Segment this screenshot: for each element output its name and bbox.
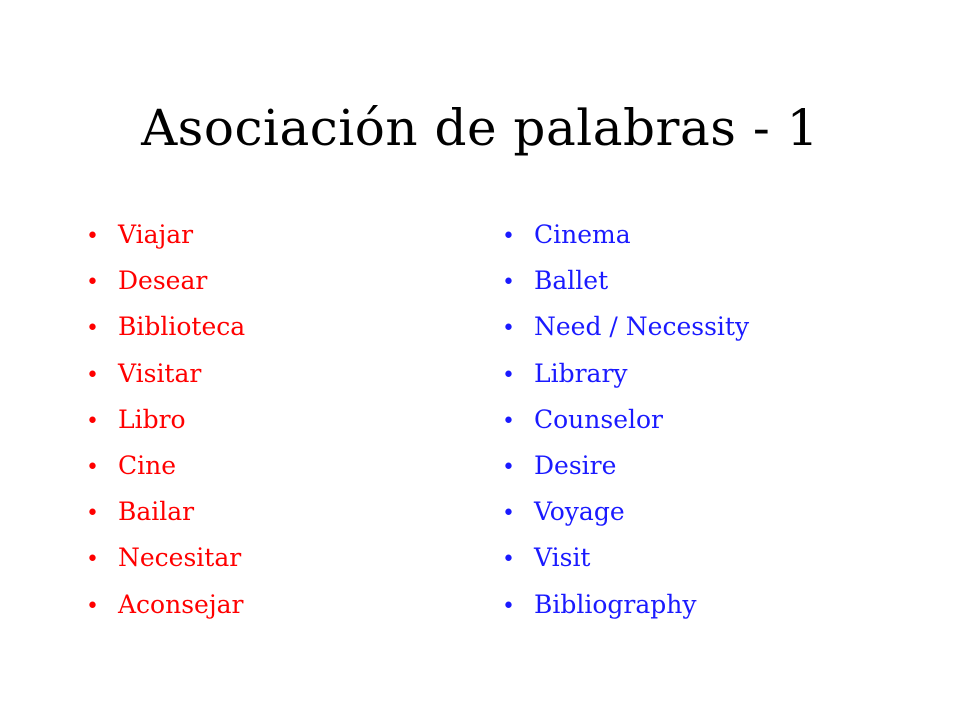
bullet-icon: •: [502, 593, 515, 619]
bullet-icon: •: [502, 224, 515, 249]
list-item: [502, 258, 749, 304]
bullet-icon: •: [502, 454, 515, 480]
english-word: Ballet: [534, 266, 609, 296]
spanish-word: Visitar: [118, 358, 202, 388]
bullet-icon: •: [86, 316, 99, 342]
list-item: [502, 397, 749, 443]
list-item: [86, 443, 245, 489]
list-item: [502, 535, 749, 581]
bullet-icon: •: [86, 547, 99, 573]
list-item: [86, 397, 245, 443]
list-item: [502, 304, 749, 350]
bullet-icon: •: [502, 408, 515, 434]
list-item: [502, 489, 749, 535]
english-word: Visit: [534, 543, 591, 573]
spanish-word: Cine: [118, 450, 177, 480]
spanish-word: Necesitar: [118, 543, 242, 573]
bullet-icon: •: [502, 547, 515, 573]
bullet-icon: •: [86, 270, 99, 296]
bullet-icon: •: [86, 454, 99, 480]
list-item: [502, 212, 749, 258]
english-word: Library: [534, 358, 628, 388]
spanish-word: Viajar: [118, 220, 194, 249]
bullet-icon: •: [502, 362, 515, 388]
english-word: Voyage: [534, 497, 625, 527]
spanish-word: Desear: [118, 266, 208, 296]
bullet-icon: •: [502, 316, 515, 342]
list-item: [86, 258, 245, 304]
bullet-icon: •: [86, 501, 99, 527]
list-item: [86, 535, 245, 581]
english-word: Counselor: [534, 404, 664, 434]
english-word: Need / Necessity: [534, 312, 750, 342]
list-item: [86, 582, 245, 628]
list-item: [86, 304, 245, 350]
list-item: [86, 351, 245, 397]
spanish-word: Bailar: [118, 497, 195, 527]
bullet-icon: •: [86, 362, 99, 388]
list-item: [502, 443, 749, 489]
english-word-list: [502, 212, 749, 628]
bullet-icon: •: [86, 593, 99, 619]
list-item: [502, 351, 749, 397]
spanish-word: Biblioteca: [118, 312, 246, 342]
spanish-word-list: [86, 212, 245, 628]
list-item: [86, 212, 245, 258]
list-item: [86, 489, 245, 535]
bullet-icon: •: [86, 224, 99, 249]
bullet-icon: •: [502, 270, 515, 296]
bullet-icon: •: [86, 408, 99, 434]
slide-title: Asociación de palabras - 1: [141, 99, 819, 157]
bullet-icon: •: [502, 501, 515, 527]
spanish-word: Aconsejar: [118, 589, 244, 619]
english-word: Cinema: [534, 220, 631, 249]
english-word: Bibliography: [534, 589, 697, 619]
list-item: [502, 582, 749, 628]
spanish-word: Libro: [118, 404, 186, 434]
english-word: Desire: [534, 450, 617, 480]
